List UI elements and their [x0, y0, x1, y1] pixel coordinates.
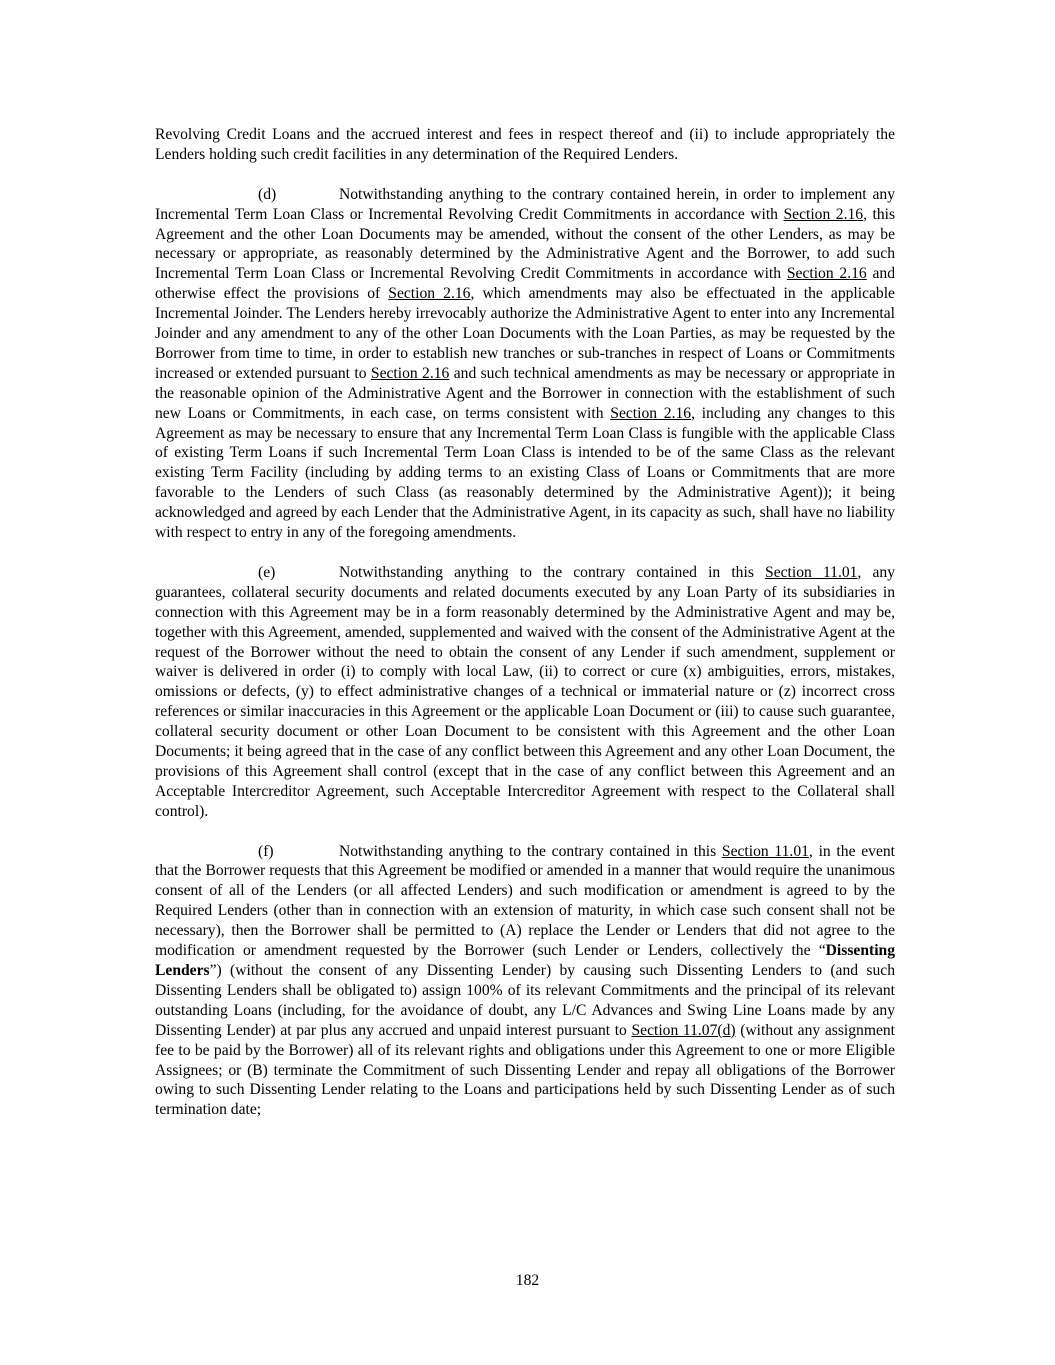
paragraph-text: , which amendments may also be effectuated in the applicable Incremental Joinder. The Lenders hereby irrevocably authorize the Administrative Agent to enter into any Incremental Joinder and any amendment to any of the other Loan Documents with the Loan Parties, as may be requested by the Borrower from time to time, in order to establish new tranches or sub-tranches in respect of Loans or Commitments increased or extended pursuant to — [155, 285, 895, 382]
paragraph-text: , this Agreement and the other Loan Documents may be amended, without the consent of the other Lenders, as may be necessary or appropriate, as reasonably determined by the Administrative Agent and the Borrower, to add such Incremental Term Loan Class or Incremental Revolving Credit Commitments in accordance with — [155, 205, 896, 283]
paragraph-e — [155, 563, 895, 822]
paragraph-e-label: (e) — [258, 563, 276, 581]
section-reference: Section 11.01 — [765, 563, 858, 581]
paragraph-text: , in the event that the Borrower requests that this Agreement be modified or amended in a manner that would require the unanimous consent of all of the Lenders (or all affected Lenders) and such modification or amendment is agreed to by the Required Lenders (other than in connection with an extension of maturity, in which case such consent shall not be necessary), then the Borrower shall be permitted to (A) replace the Lender or Lenders that did not agree to the modification or amendment requested by the Borrower (such Lender or Lenders, collectively the “ — [155, 842, 895, 960]
document-body — [155, 125, 895, 1120]
paragraph-gap — [155, 165, 895, 185]
paragraph-c-continuation — [155, 125, 895, 165]
paragraph-text: Notwithstanding anything to the contrary contained in this — [339, 563, 766, 581]
paragraph-gap — [155, 543, 895, 563]
paragraph-gap — [155, 822, 895, 842]
paragraph-text: and such technical amendments as may be necessary or appropriate in the reasonable opinion of the Administrative Agent and the Borrower in connection with the establishment of such new Loans or Commitments, in each case, on terms consistent with — [155, 364, 895, 422]
section-reference: Section 2.16 — [370, 364, 450, 382]
paragraph-text: Notwithstanding anything to the contrary contained in this — [339, 842, 722, 860]
section-reference: Section 2.16 — [388, 285, 471, 303]
section-reference: Section 2.16 — [783, 205, 864, 223]
paragraph-f-label: (f) — [258, 842, 274, 860]
paragraph-text: Revolving Credit Loans and the accrued interest and fees in respect thereof and (ii) to include appropriately the Lenders holding such credit facilities in any determination of the Required Lenders. — [155, 126, 895, 163]
section-reference: Section 2.16 — [786, 265, 867, 283]
paragraph-text: , including any changes to this Agreement as may be necessary to ensure that any Incremental Term Loan Class is fungible with the applicable Class of existing Term Loans if such Incremental Term Loan Class is intended to be of the same Class as the relevant existing Term Facility (including by adding terms to an existing Class of Loans or Commitments that are more favorable to the Lenders of such Class (as reasonably determined by the Administrative Agent)); it being acknowledged and agreed by each Lender that the Administrative Agent, in its capacity as such, shall have no liability with respect to entry in any of the foregoing amendments. — [155, 404, 895, 542]
paragraph-text: and otherwise effect the provisions of — [155, 265, 896, 303]
paragraph-text: ”) (without the consent of any Dissenting Lender) by causing such Dissenting Lenders to (and such Dissenting Lenders shall be obligated to) assign 100% of its relevant Commitments and the principal of its relevant outstanding Loans (including, for the avoidance of doubt, any L/C Advances and Swing Line Loans made by any Dissenting Lender) at par plus any accrued and unpaid interest pursuant to — [155, 962, 895, 1039]
defined-term: Dissenting Lenders — [155, 942, 895, 980]
paragraph-text: Notwithstanding anything to the contrary contained herein, in order to implement any Incremental Term Loan Class or Incremental Revolving Credit Commitments in accordance with — [155, 185, 895, 223]
section-reference: Section 11.07(d) — [631, 1021, 736, 1039]
page-number: 182 — [515, 1272, 540, 1289]
section-reference: Section 2.16 — [610, 404, 692, 422]
paragraph-d — [155, 185, 895, 543]
paragraph-text: , any guarantees, collateral security documents and related documents executed by any Loan Party of its subsidiaries in connection with this Agreement may be in a form reasonably determined by the Administrative Agent and may be, together with this Agreement, amended, supplemented and waived with the consent of the Administrative Agent at the request of the Borrower without the need to obtain the consent of any Lender if such amendment, supplement or waiver is delivered in order (i) to comply with local Law, (ii) to correct or cure (x) ambiguities, errors, mistakes, omissions or defects, (y) to effect administrative changes of a technical or immaterial nature or (z) incorrect cross references or similar inaccuracies in this Agreement or the applicable Loan Document or (iii) to cause such guarantee, collateral security document or other Loan Document to be consistent with this Agreement and the other Loan Documents; it being agreed that in the case of any conflict between this Agreement and any other Loan Document, the provisions of this Agreement shall control (except that in the case of any conflict between this Agreement and an Acceptable Intercreditor Agreement, such Acceptable Intercreditor Agreement with respect to the Collateral shall control). — [155, 563, 896, 820]
paragraph-f — [155, 842, 895, 1121]
paragraph-d-label: (d) — [258, 185, 277, 203]
section-reference: Section 11.01 — [721, 842, 809, 860]
paragraph-text: (without any assignment fee to be paid by the Borrower) all of its relevant rights and obligations under this Agreement to one or more Eligible Assignees; or (B) terminate the Commitment of such Dissenting Lender and repay all obligations of the Borrower owing to such Dissenting Lender relating to the Loans and participations held by such Dissenting Lender as of such termination date; — [155, 1021, 895, 1119]
